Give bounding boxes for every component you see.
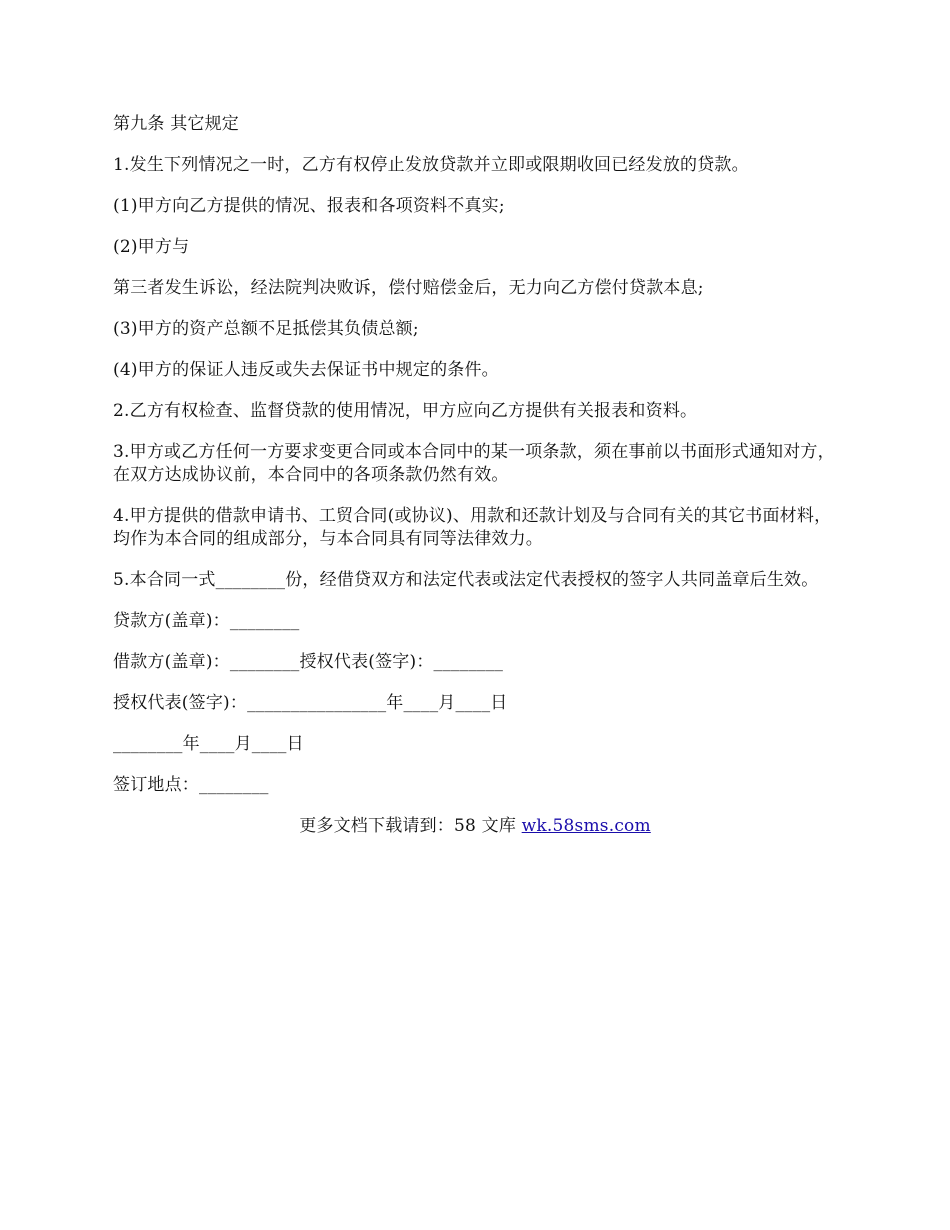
clause-1-item-4: (4)甲方的保证人违反或失去保证书中规定的条件。 — [113, 360, 499, 380]
footer-link[interactable]: wk.58sms.com — [521, 816, 651, 836]
footer-text: 更多文档下载请到：58 文库 — [299, 816, 522, 836]
signing-place-line: 签订地点：________ — [113, 775, 269, 795]
authorized-rep-date-line: 授权代表(签字)：________________年____月____日 — [113, 693, 508, 713]
lender-signature-line: 贷款方(盖章)：________ — [113, 611, 300, 631]
clause-1-item-2-start: (2)甲方与 — [113, 237, 190, 257]
date-line: ________年____月____日 — [113, 734, 304, 754]
clause-5: 5.本合同一式________份，经借贷双方和法定代表或法定代表授权的签字人共同盖章后生效。 — [113, 570, 819, 590]
clause-2: 2.乙方有权检查、监督贷款的使用情况，甲方应向乙方提供有关报表和资料。 — [113, 401, 698, 421]
clause-1-item-3: (3)甲方的资产总额不足抵偿其负债总额; — [113, 319, 419, 339]
borrower-signature-line: 借款方(盖章)：________授权代表(签字)：________ — [113, 652, 504, 672]
clause-4: 4.甲方提供的借款申请书、工贸合同(或协议)、用款和还款计划及与合同有关的其它书面材料，均作为本合同的组成部分，与本合同具有同等法律效力。 — [113, 506, 832, 549]
document-body — [113, 113, 837, 856]
clause-1-item-2-cont: 第三者发生诉讼，经法院判决败诉，偿付赔偿金后，无力向乙方偿付贷款本息; — [113, 278, 704, 298]
clause-1: 1.发生下列情况之一时，乙方有权停止发放贷款并立即或限期收回已经发放的贷款。 — [113, 155, 749, 175]
download-footer — [113, 815, 837, 838]
article-heading: 第九条 其它规定 — [113, 114, 240, 134]
clause-1-item-1: (1)甲方向乙方提供的情况、报表和各项资料不真实; — [113, 196, 505, 216]
clause-3: 3.甲方或乙方任何一方要求变更合同或本合同中的某一项条款，须在事前以书面形式通知对方，在双方达成协议前，本合同中的各项条款仍然有效。 — [113, 442, 835, 485]
